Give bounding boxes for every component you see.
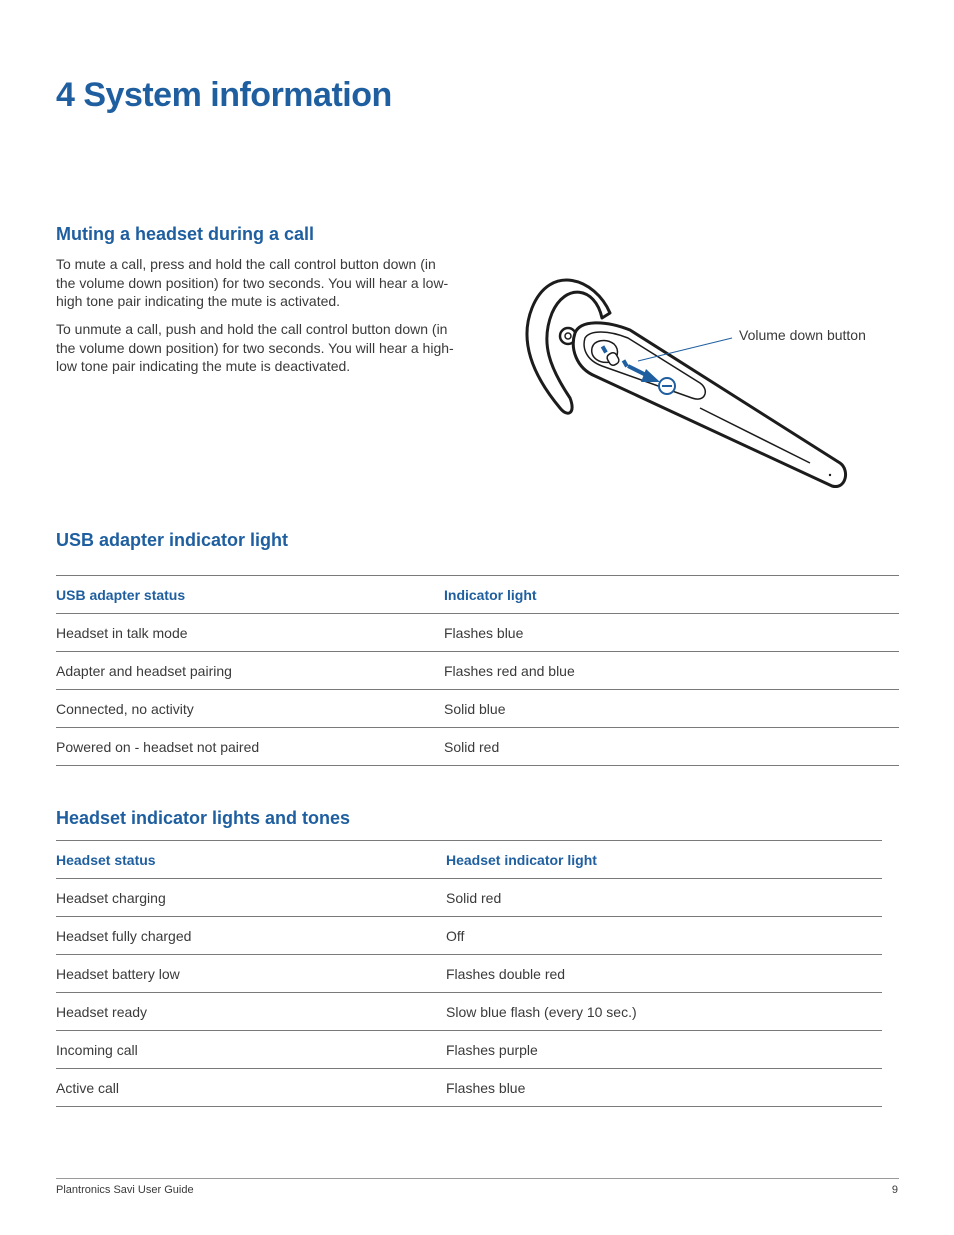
column-header: Indicator light	[444, 576, 899, 614]
table-row	[56, 690, 899, 728]
status-cell: Active call	[56, 1069, 446, 1107]
muting-paragraph-2: To unmute a call, push and hold the call control button down (in the volume down position) for two seconds. You will hear a high-low tone pair indicating the mute is deactivated.	[56, 321, 454, 374]
table-row	[56, 955, 882, 993]
muting-heading: Muting a headset during a call	[56, 224, 315, 244]
table-row	[56, 879, 882, 917]
headset-lights-table	[56, 840, 882, 1107]
column-header: USB adapter status	[56, 576, 444, 614]
light-cell: Solid blue	[444, 690, 899, 728]
table-row	[56, 1069, 882, 1107]
column-header: Headset status	[56, 841, 446, 879]
table-row	[56, 993, 882, 1031]
headset-lights-heading: Headset indicator lights and tones	[56, 808, 351, 828]
light-cell: Slow blue flash (every 10 sec.)	[446, 993, 882, 1031]
light-cell: Flashes red and blue	[444, 652, 899, 690]
table-row	[56, 614, 899, 652]
page-number: 9	[891, 1184, 898, 1196]
light-cell: Solid red	[444, 728, 899, 766]
status-cell: Headset in talk mode	[56, 614, 444, 652]
light-cell: Solid red	[446, 879, 882, 917]
status-cell: Headset fully charged	[56, 917, 446, 955]
table-header-row	[56, 841, 882, 879]
footer-guide-name: Plantronics Savi User Guide	[56, 1184, 194, 1196]
light-cell: Flashes blue	[444, 614, 899, 652]
table-row	[56, 1031, 882, 1069]
status-cell: Connected, no activity	[56, 690, 444, 728]
light-cell: Off	[446, 917, 882, 955]
status-cell: Headset ready	[56, 993, 446, 1031]
table-row	[56, 917, 882, 955]
muting-paragraph-1: To mute a call, press and hold the call control button down (in the volume down position) for two seconds. You will hear a low-high tone pair indicating the mute is activated.	[56, 256, 449, 309]
light-cell: Flashes blue	[446, 1069, 882, 1107]
chapter-title: 4 System information	[56, 76, 392, 114]
light-cell: Flashes purple	[446, 1031, 882, 1069]
usb-adapter-heading: USB adapter indicator light	[56, 530, 289, 550]
table-row	[56, 652, 899, 690]
headset-illustration	[510, 258, 890, 498]
status-cell: Headset battery low	[56, 955, 446, 993]
footer-divider	[56, 1178, 899, 1179]
status-cell: Incoming call	[56, 1031, 446, 1069]
minus-circle-icon	[659, 378, 675, 394]
status-cell: Adapter and headset pairing	[56, 652, 444, 690]
usb-adapter-table	[56, 575, 899, 766]
light-cell: Flashes double red	[446, 955, 882, 993]
column-header: Headset indicator light	[446, 841, 882, 879]
volume-down-callout: Volume down button	[739, 327, 866, 343]
status-cell: Headset charging	[56, 879, 446, 917]
status-cell: Powered on - headset not paired	[56, 728, 444, 766]
table-header-row	[56, 576, 899, 614]
table-row	[56, 728, 899, 766]
